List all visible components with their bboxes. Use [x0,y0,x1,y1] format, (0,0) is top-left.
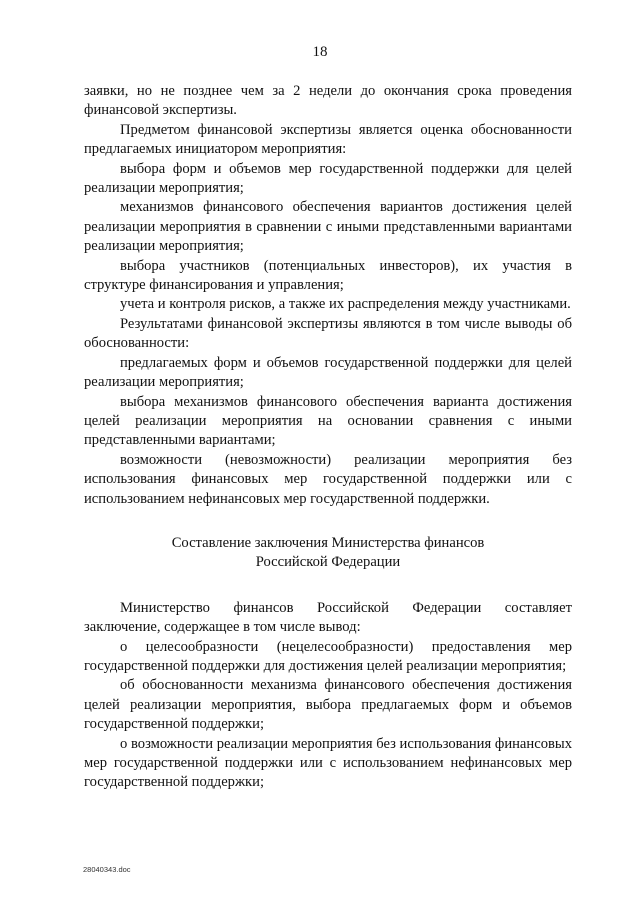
paragraph: Министерство финансов Российской Федерации составляет заключение, содержащее в том числе вывод: [84,599,572,636]
paragraph: механизмов финансового обеспечения вариантов достижения целей реализации мероприятия в сравнении с иными представленными вариантами реализации мероприятия; [84,199,572,255]
footer-filename: 28040343.doc [83,865,131,874]
paragraph: о целесообразности (нецелесообразности) предоставления мер государственной поддержки для достижения целей реализации мероприятия; [84,638,572,674]
paragraph: Предметом финансовой экспертизы является оценка обоснованности предлагаемых инициатором мероприятия: [84,121,572,158]
paragraph: выбора участников (потенциальных инвесторов), их участия в структуре финансирования и управления; [84,257,572,294]
paragraph: выбора форм и объемов мер государственной поддержки для целей реализации мероприятия; [84,160,572,197]
section-heading-line: Составление заключения Министерства финансов [171,534,485,551]
paragraph: заявки, но не позднее чем за 2 недели до окончания срока проведения финансовой экспертизы. [84,83,572,119]
paragraph: возможности (невозможности) реализации мероприятия без использования финансовых мер государственной поддержки или с использованием нефинансовых мер государственной поддержки. [84,451,572,507]
document-body [84,82,572,793]
paragraph: предлагаемых форм и объемов государственной поддержки для целей реализации мероприятия; [84,354,572,391]
paragraph: об обоснованности механизма финансового обеспечения достижения целей реализации мероприятия, выбора предлагаемых форм и объемов государственной поддержки; [84,677,572,733]
page-number: 18 [312,44,328,60]
paragraph: о возможности реализации мероприятия без использования финансовых мер государственной поддержки или с использованием нефинансовых мер государственной поддержки; [84,735,572,791]
paragraph: учета и контроля рисков, а также их распределения между участниками. [120,296,571,313]
paragraph: выбора механизмов финансового обеспечения варианта достижения целей реализации мероприятия на основании сравнения с иными представленными вариантами; [84,393,572,449]
section-heading-line: Российской Федерации [255,554,401,571]
paragraph: Результатами финансовой экспертизы являются в том числе выводы об обоснованности: [84,315,572,352]
section-heading [84,534,572,573]
